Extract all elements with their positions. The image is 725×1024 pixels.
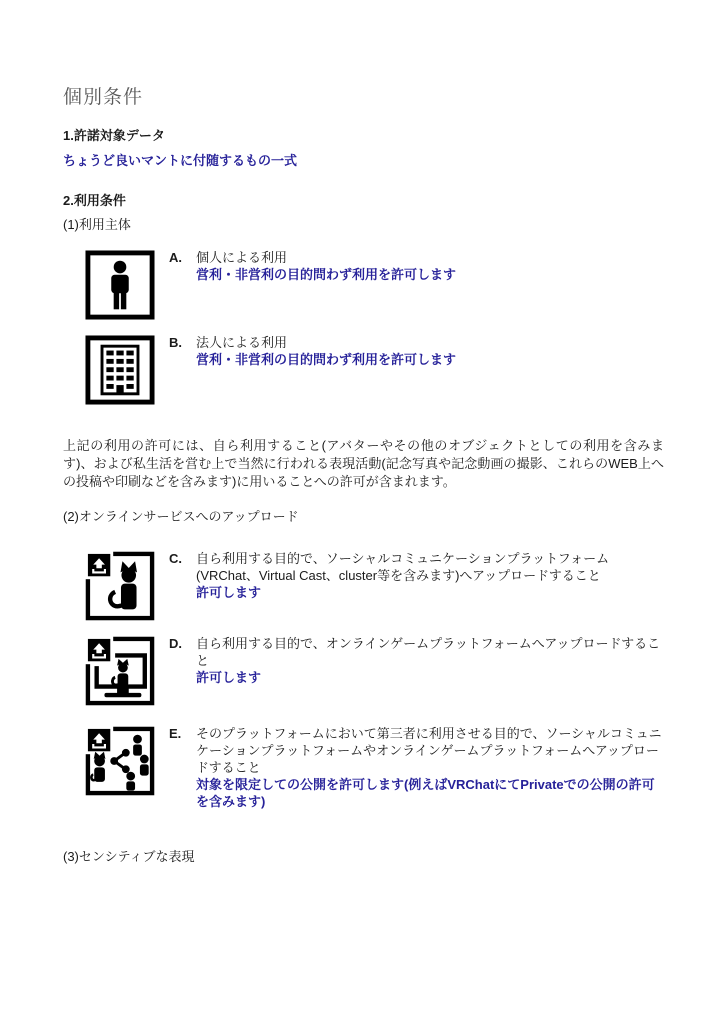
upload-item-social-platform	[63, 550, 664, 622]
item-label: C.	[169, 551, 182, 566]
licensed-data-value: ちょうど良いマントに付随するもの一式	[63, 153, 298, 168]
item-label: D.	[169, 636, 182, 651]
item-text	[196, 249, 664, 283]
item-permission: 許可します	[196, 670, 262, 685]
licensed-data-heading: 1.許諾対象データ	[63, 128, 165, 143]
item-permission: 営利・非営利の目的問わず利用を許可します	[196, 352, 457, 367]
item-description: 自ら利用する目的で、オンラインゲームプラットフォームへアップロードすること	[196, 636, 661, 668]
item-label: E.	[169, 726, 182, 741]
item-permission: 許可します	[196, 585, 262, 600]
social-platform-upload-icon	[85, 550, 155, 622]
usage-item-individual	[63, 249, 664, 321]
usage-terms-heading: 2.利用条件	[63, 193, 126, 208]
item-text	[196, 334, 664, 368]
item-label: A.	[169, 250, 182, 265]
item-text	[196, 635, 664, 686]
upload-item-third-party	[63, 725, 664, 810]
page-title: 個別条件	[63, 87, 144, 108]
item-description: 個人による利用	[196, 250, 288, 265]
item-text	[196, 550, 664, 601]
item-description: 自ら利用する目的で、ソーシャルコミュニケーションプラットフォーム(VRChat、Virtual Cast、cluster等を含みます)へアップロードすること	[196, 551, 610, 583]
usage-item-corporate	[63, 334, 664, 406]
corporate-user-icon	[85, 334, 155, 406]
upload-item-game-platform	[63, 635, 664, 707]
third-party-share-upload-icon	[85, 725, 155, 797]
item-permission: 営利・非営利の目的問わず利用を許可します	[196, 267, 457, 282]
game-platform-upload-icon	[85, 635, 155, 707]
usage-subject-heading: (1)利用主体	[63, 217, 131, 232]
item-label: B.	[169, 335, 182, 350]
item-description: 法人による利用	[196, 335, 288, 350]
usage-permission-note: 上記の利用の許可には、自ら利用すること(アバターやその他のオブジェクトとしての利用を含みます)、および私生活を営む上で当然に行われる表現活動(記念写真や記念動画の撮影、これらのWEB上への投稿や印刷などを含みます)に用いることへの許可が含まれます。	[63, 438, 664, 489]
sensitive-expression-heading: (3)センシティブな表現	[63, 849, 195, 864]
item-permission: 対象を限定しての公開を許可します(例えばVRChatにてPrivateでの公開の許可を含みます)	[196, 777, 655, 809]
individual-user-icon	[85, 249, 155, 321]
item-text	[196, 725, 664, 810]
item-description: そのプラットフォームにおいて第三者に利用させる目的で、ソーシャルコミュニケーションプラットフォームやオンラインゲームプラットフォームへアップロードすること	[196, 726, 662, 775]
online-upload-heading: (2)オンラインサービスへのアップロード	[63, 509, 299, 524]
